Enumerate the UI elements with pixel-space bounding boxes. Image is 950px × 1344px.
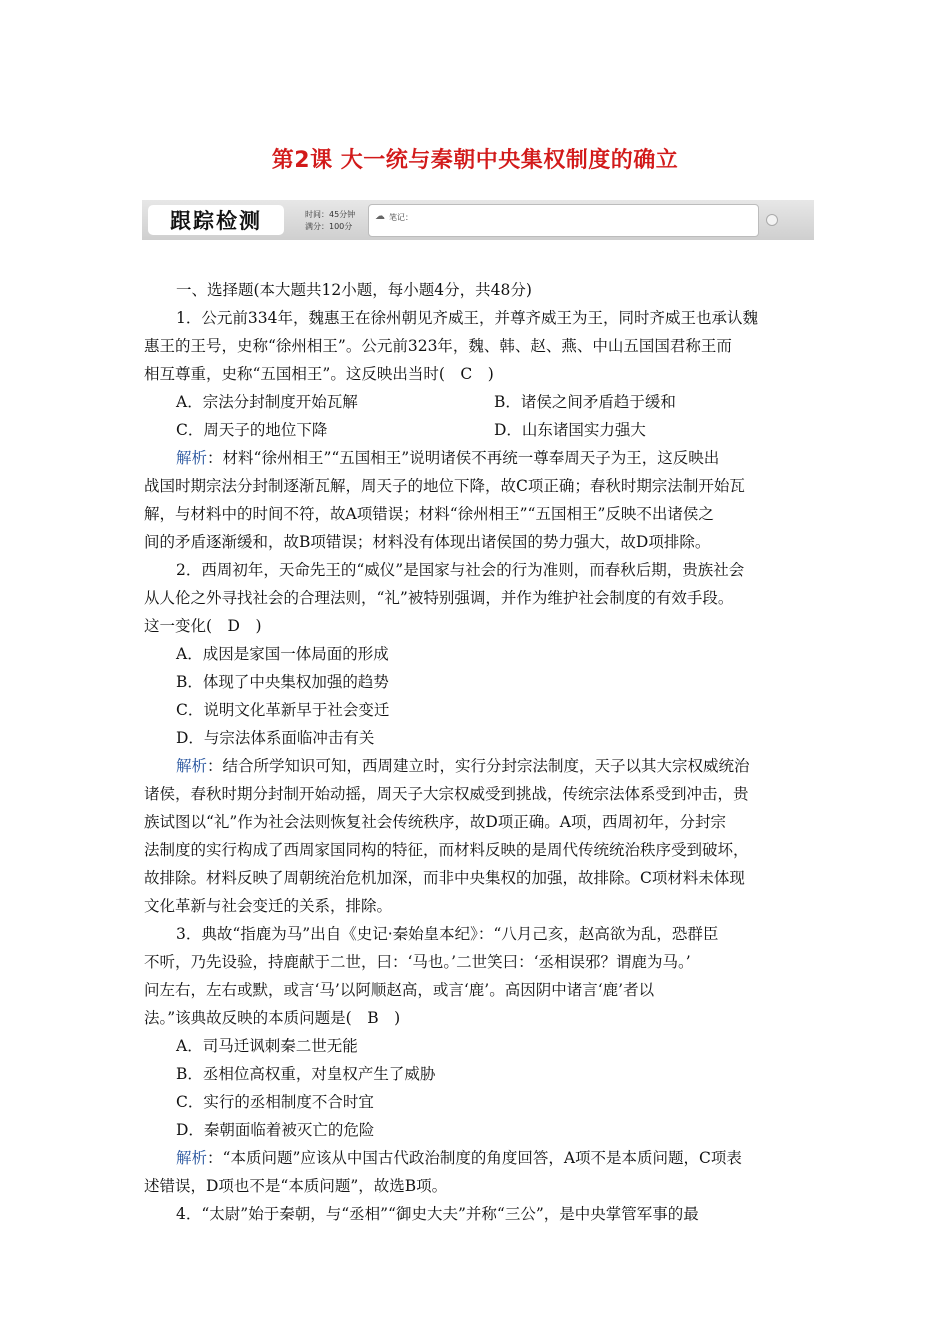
- analysis-line: 解析：材料“徐州相王”“五国相王”说明诸侯不再统一尊奉周天子为王，这反映出: [176, 449, 720, 467]
- option-a: A．司马迁讽刺秦二世无能: [176, 1037, 358, 1055]
- option-c: C．周天子的地位下降: [176, 421, 328, 439]
- question-4-line: 4．“太尉”始于秦朝，与“丞相”“御史大夫”并称“三公”，是中央掌管军事的最: [176, 1205, 699, 1223]
- option-b: B．诸侯之间矛盾趋于缓和: [494, 393, 676, 411]
- analysis-line: 解，与材料中的时间不符，故A项错误；材料“徐州相王”“五国相王”反映不出诸侯之: [144, 505, 714, 523]
- option-a: A．宗法分封制度开始瓦解: [176, 393, 358, 411]
- analysis-label: 解析: [176, 757, 208, 775]
- time-limit: 时间：45分钟: [305, 210, 356, 219]
- question-3-line: 法。”该典故反映的本质问题是( B ): [144, 1009, 401, 1027]
- question-1-line: 1．公元前334年，魏惠王在徐州朝见齐威王，并尊齐威王为王，同时齐威王也承认魏: [176, 309, 758, 327]
- analysis-line: 间的矛盾逐渐缓和，故B项错误；材料没有体现出诸侯国的势力强大，故D项排除。: [144, 533, 711, 551]
- question-2-line: 2．西周初年，天命先王的“威仪”是国家与社会的行为准则，而春秋后期，贵族社会: [176, 561, 745, 579]
- question-2-line: 这一变化( D ): [144, 617, 262, 635]
- option-d: D．山东诸国实力强大: [494, 421, 646, 439]
- pen-icon[interactable]: [766, 214, 778, 226]
- option-a: A．成因是家国一体局面的形成: [176, 645, 389, 663]
- question-3-line: 不听，乃先设验，持鹿献于二世，曰：‘马也。’二世笑曰：‘丞相误邪？谓鹿为马。’: [144, 953, 691, 971]
- analysis-line: 故排除。材料反映了周朝统治危机加深，而非中央集权的加强，故排除。C项材料未体现: [144, 869, 745, 887]
- analysis-line: 诸侯，春秋时期分封制开始动摇，周天子大宗权威受到挑战，传统宗法体系受到冲击，贵: [144, 785, 749, 803]
- full-score: 满分：100分: [305, 222, 353, 231]
- analysis-line: 解析：“本质问题”应该从中国古代政治制度的角度回答，A项不是本质问题，C项表: [176, 1149, 742, 1167]
- analysis-line: 法制度的实行构成了西周家国同构的特征，而材料反映的是周代传统统治秩序受到破坏，: [144, 841, 749, 859]
- option-d: D．与宗法体系面临冲击有关: [176, 729, 375, 747]
- analysis-line: 族试图以“礼”作为社会法则恢复社会传统秩序，故D项正确。A项，西周初年，分封宗: [144, 813, 726, 831]
- analysis-line: 战国时期宗法分封制逐渐瓦解，周天子的地位下降，故C项正确；春秋时期宗法制开始瓦: [144, 477, 745, 495]
- document-body: [144, 276, 812, 1228]
- question-1-options: [144, 388, 812, 416]
- question-2-line: 从人伦之外寻找社会的合理法则，“礼”被特别强调，并作为维护社会制度的有效手段。: [144, 589, 734, 607]
- page-title: 第2课 大一统与秦朝中央集权制度的确立: [271, 148, 679, 173]
- cloud-icon: ☁: [375, 211, 385, 222]
- question-3-line: 问左右，左右或默，或言‘马’以阿顺赵高，或言‘鹿’。高因阴中诸言‘鹿’者以: [144, 981, 655, 999]
- analysis-label: 解析: [176, 449, 208, 467]
- tracking-banner: [142, 200, 814, 240]
- question-1-options: [144, 416, 812, 444]
- banner-label: 跟踪检测: [148, 205, 284, 235]
- option-b: B．体现了中央集权加强的趋势: [176, 673, 389, 691]
- analysis-label: 解析: [176, 1149, 208, 1167]
- question-1-line: 相互尊重，史称“五国相王”。这反映出当时( C ): [144, 365, 494, 383]
- option-b: B．丞相位高权重，对皇权产生了威胁: [176, 1065, 436, 1083]
- analysis-line: 解析：结合所学知识可知，西周建立时，实行分封宗法制度，天子以其大宗权威统治: [176, 757, 750, 775]
- banner-meta: [305, 209, 355, 233]
- option-c: C．说明文化革新早于社会变迁: [176, 701, 390, 719]
- question-3-line: 3．典故“指鹿为马”出自《史记·秦始皇本纪》：“八月己亥，赵高欲为乱，恐群臣: [176, 925, 719, 943]
- section-heading: 一、选择题(本大题共12小题，每小题4分，共48分): [176, 281, 532, 299]
- question-1-line: 惠王的王号，史称“徐州相王”。公元前323年，魏、韩、赵、燕、中山五国国君称王而: [144, 337, 732, 355]
- note-box[interactable]: [368, 204, 759, 237]
- note-label: 笔记：: [389, 213, 413, 222]
- option-c: C．实行的丞相制度不合时宜: [176, 1093, 374, 1111]
- analysis-line: 文化革新与社会变迁的关系，排除。: [144, 897, 393, 915]
- analysis-line: 述错误，D项也不是“本质问题”，故选B项。: [144, 1177, 448, 1195]
- option-d: D．秦朝面临着被灭亡的危险: [176, 1121, 375, 1139]
